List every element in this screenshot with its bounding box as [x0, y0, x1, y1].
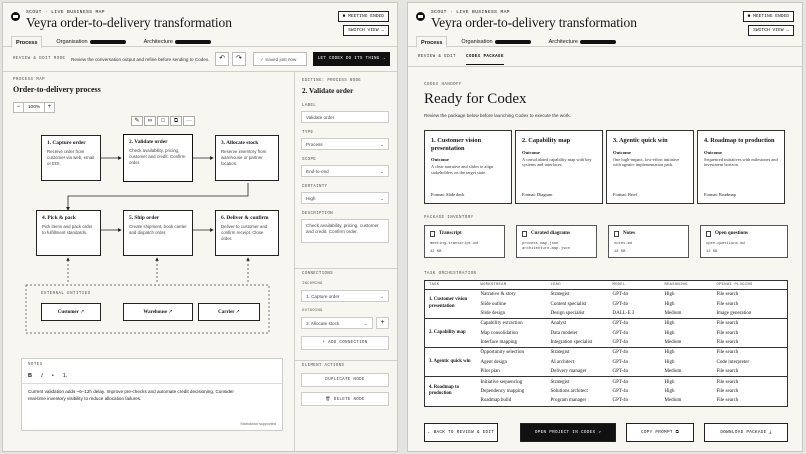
- node-description: Receive order from customer via web, email or EDI.: [47, 149, 95, 166]
- table-cell: Image generation: [716, 310, 752, 316]
- page-title: Veyra order-to-delivery transformation: [26, 15, 232, 30]
- card-format: Format: Diagram: [522, 192, 553, 197]
- table-cell: Opportunity selection: [477, 348, 547, 358]
- table-cell: File search: [716, 292, 739, 298]
- chevron-down-icon: ⌄: [380, 196, 384, 201]
- duplicate-node-button[interactable]: [301, 373, 389, 387]
- column-header: WORKSTREAM: [477, 281, 547, 290]
- inventory-size: 12 KB: [706, 250, 718, 255]
- scope-value: End-to-end: [306, 169, 329, 174]
- mode-bar: [3, 47, 397, 72]
- table-cell: GPT-4o: [612, 301, 629, 307]
- tab-architecture-label: Architecture: [548, 39, 578, 45]
- meeting-ended-badge: ■ MEETING ENDED: [743, 11, 794, 22]
- process-node-1[interactable]: [41, 135, 101, 181]
- table-cell: Content specialist: [550, 301, 587, 307]
- app-header: [3, 3, 397, 47]
- back-to-review-button[interactable]: ← BACK TO REVIEW & EDIT: [424, 423, 498, 442]
- bullet-list-icon[interactable]: •: [51, 373, 54, 379]
- node-description: Reserve inventory from warehouse or partner location.: [221, 149, 267, 166]
- certainty-select[interactable]: [301, 192, 389, 204]
- editing-label: EDITING: PROCESS NODE: [302, 79, 362, 83]
- zoom-out-button[interactable]: −: [13, 102, 24, 113]
- back-label: BACK TO REVIEW & EDIT: [433, 430, 495, 435]
- file-icon: [706, 231, 711, 237]
- external-link-icon: ↗: [80, 310, 85, 315]
- task-orchestration-table: [424, 280, 788, 407]
- node-toolbar: [131, 116, 195, 126]
- tab-process-label: Process: [421, 40, 443, 46]
- map-label: PROCESS MAP: [13, 78, 46, 82]
- redacted-mark: [175, 40, 211, 44]
- process-node-6[interactable]: [215, 210, 279, 256]
- markdown-hint: Markdown supported: [240, 422, 276, 426]
- table-row: [425, 329, 788, 338]
- add-connection-label: ADD CONNECTION: [328, 341, 368, 345]
- card-format: Format: Roadmap: [704, 192, 736, 197]
- trash-icon: 🗑: [325, 398, 331, 402]
- outgoing-label: OUTGOING: [302, 309, 323, 313]
- tab-codex-package[interactable]: CODEX PACKAGE: [466, 55, 504, 65]
- delete-label: DELETE NODE: [333, 398, 365, 402]
- divider: [295, 360, 398, 361]
- link-icon[interactable]: ∞: [144, 116, 156, 126]
- entity-warehouse[interactable]: [123, 303, 193, 321]
- table-cell: Roadmap build: [480, 398, 512, 404]
- meeting-ended-label: MEETING ENDED: [753, 14, 789, 19]
- connector-3-4: [68, 183, 248, 210]
- node-title: 4. Pick & pack: [42, 215, 76, 221]
- edit-icon[interactable]: ✎: [131, 116, 143, 126]
- table-cell: Medium: [664, 340, 682, 346]
- process-node-4[interactable]: [36, 210, 101, 256]
- table-cell: High: [661, 348, 713, 358]
- mode-label: REVIEW & EDIT MODE: [13, 57, 66, 61]
- file-icon: [430, 231, 435, 237]
- table-cell: Narrative & story: [480, 292, 516, 298]
- node-title: 6. Deliver & confirm: [221, 215, 269, 221]
- review-edit-screen: [2, 2, 398, 452]
- editing-title: 2. Validate order: [302, 87, 354, 95]
- zoom-level: 100%: [24, 102, 44, 113]
- handoff-label: CODEX HANDOFF: [424, 83, 462, 87]
- table-cell: High: [664, 330, 675, 336]
- table-cell: File search: [716, 330, 739, 336]
- table-row: [425, 309, 788, 319]
- sub-tabs: [408, 47, 802, 67]
- table-cell: GPT-4o: [612, 292, 629, 298]
- page-title: Veyra order-to-delivery transformation: [431, 15, 637, 30]
- switch-view-label: SWITCH VIEW: [753, 28, 784, 33]
- table-cell: Program manager: [550, 398, 587, 404]
- card-title: 3. Agentic quick win: [613, 137, 668, 144]
- incoming-label: INCOMING: [302, 282, 323, 286]
- task-name: 2. Capability map: [425, 319, 477, 348]
- table-cell: High: [661, 319, 713, 329]
- connections-label: CONNECTIONS: [302, 272, 333, 276]
- node-description: Deliver to customer and confirm receipt. Close order.: [221, 224, 268, 241]
- subheading: Review the package below before launching Codex to execute the work.: [424, 113, 571, 118]
- node-description: Check availability, pricing, customer and credit. Confirm order.: [129, 148, 186, 165]
- process-node-2-selected[interactable]: [123, 134, 193, 182]
- inventory-name: Open questions: [715, 231, 748, 236]
- copy-icon: ⧉: [675, 430, 679, 435]
- table-cell: Interface mapping: [480, 340, 518, 346]
- table-cell: High: [661, 377, 713, 387]
- description-field-label: DESCRIPTION: [302, 212, 333, 216]
- tab-organisation-label: Organisation: [461, 39, 493, 45]
- label-field-label: LABEL: [302, 104, 317, 108]
- more-icon[interactable]: ···: [183, 116, 195, 126]
- outgoing-value: 3. Allocate stock: [306, 321, 340, 326]
- undo-icon: ↶: [219, 55, 225, 62]
- table-cell: Strategist: [547, 377, 609, 387]
- table-cell: GPT-4o: [612, 388, 629, 394]
- inventory-size: 18 KB: [614, 250, 626, 255]
- table-cell: GPT-4o: [609, 348, 661, 358]
- delete-node-button[interactable]: [301, 392, 389, 406]
- table-cell: Design specialist: [550, 310, 585, 316]
- let-codex-label: LET CODEX DO ITS THING: [317, 57, 380, 61]
- table-cell: File search: [716, 301, 739, 307]
- table-cell: Slide outline: [480, 301, 506, 307]
- save-status: ✓ Saved just now: [253, 52, 307, 66]
- table-cell: Integration specialist: [550, 340, 593, 346]
- copy-icon[interactable]: ⧉: [170, 116, 182, 126]
- inventory-file: notes.md: [614, 242, 633, 246]
- table-cell: Dependency mapping: [480, 388, 525, 394]
- column-header: OPENAI PLUGINS: [713, 281, 788, 290]
- copy-prompt-button[interactable]: [626, 423, 694, 442]
- column-header: TASK: [425, 281, 477, 290]
- node-description: Pick items and pack order to fulfillment standards.: [42, 224, 93, 235]
- table-cell: File search: [713, 319, 788, 329]
- deliverable-card-4[interactable]: [697, 130, 785, 204]
- heading: Ready for Codex: [424, 91, 527, 107]
- tab-process-label: Process: [16, 40, 38, 46]
- deliverable-card-1[interactable]: [424, 130, 512, 204]
- table-row: [425, 377, 788, 387]
- node-description: Create shipment, book carrier and dispatch order.: [129, 224, 187, 235]
- table-header-row: [425, 281, 788, 290]
- certainty-field-label: CERTAINTY: [302, 185, 328, 189]
- card-description: One high-impact, low-effort initiative with agentic implementation path.: [613, 156, 680, 168]
- table-cell: File search: [716, 398, 739, 404]
- table-cell: Medium: [664, 369, 682, 375]
- divider: [295, 268, 398, 269]
- table-row: [425, 387, 788, 396]
- app-header: [408, 3, 802, 47]
- inventory-file: process-map.json: [522, 242, 559, 246]
- switch-view-label: SWITCH VIEW: [348, 28, 379, 33]
- entity-customer[interactable]: [41, 303, 101, 321]
- card-format: Format: Slide deck: [431, 192, 465, 197]
- table-cell: Slide design: [480, 310, 506, 316]
- download-icon: ⤓: [769, 430, 772, 435]
- incoming-value: 1. Capture order: [306, 294, 340, 299]
- table-cell: High: [664, 359, 675, 365]
- chevron-down-icon: ⌄: [380, 169, 384, 174]
- italic-icon[interactable]: I: [40, 373, 43, 379]
- card-description: Sequenced initiatives with milestones and investment horizon.: [704, 156, 778, 168]
- outcome-label: Outcome: [522, 149, 540, 155]
- table-cell: AI architect: [550, 359, 575, 365]
- table-cell: Analyst: [547, 319, 609, 329]
- switch-view-button[interactable]: SWITCH VIEW →: [343, 25, 389, 36]
- description-value: Check availability, pricing, customer and credit. Confirm order.: [306, 223, 379, 235]
- inventory-name: Transcript: [439, 231, 462, 236]
- table-cell: GPT-4o: [612, 330, 629, 336]
- inventory-item-diagrams[interactable]: [516, 225, 597, 258]
- let-codex-button[interactable]: LET CODEX DO ITS THING →: [313, 52, 390, 66]
- table-row: [425, 338, 788, 348]
- open-codex-label: OPEN PROJECT IN CODEX: [534, 430, 596, 435]
- tab-organisation-label: Organisation: [56, 39, 88, 45]
- table-cell: GPT-4o: [612, 340, 629, 346]
- task-name: 3. Agentic quick win: [425, 348, 477, 377]
- table-cell: File search: [713, 377, 788, 387]
- save-status-text: Saved just now: [265, 57, 297, 62]
- entity-label: Warehouse: [143, 310, 168, 315]
- breadcrumb: SCOUT · LIVE BUSINESS MAP: [26, 10, 105, 15]
- table-cell: Strategist: [550, 292, 570, 298]
- scope-select[interactable]: [301, 165, 389, 177]
- table-cell: Strategist: [547, 348, 609, 358]
- task-name: 4. Roadmap to production: [425, 377, 477, 406]
- download-package-button[interactable]: [704, 423, 788, 442]
- open-in-codex-button[interactable]: OPEN PROJECT IN CODEX ↗: [520, 423, 616, 442]
- scout-logo-icon: [416, 12, 425, 21]
- table-cell: GPT-4o: [612, 398, 629, 404]
- table-cell: High: [664, 301, 675, 307]
- copy-prompt-label: COPY PROMPT: [641, 430, 673, 435]
- table-cell: File search: [716, 388, 739, 394]
- description-textarea[interactable]: [301, 219, 389, 243]
- deliverable-card-2[interactable]: [515, 130, 603, 204]
- card-title: 4. Roadmap to production: [704, 137, 775, 144]
- arrow-right-icon: →: [363, 321, 368, 326]
- inventory-name: Notes: [623, 231, 635, 236]
- inventory-file: meeting-transcript.md: [430, 242, 478, 246]
- notes-text[interactable]: Current validation adds ~6–12h delay. Improve pre-checks and automate credit decisioning. Consider real-time inventory visibility to reduce allocation failures.: [28, 389, 234, 401]
- add-connection-button[interactable]: + ADD CONNECTION: [301, 336, 389, 350]
- table-cell: Data modeler: [550, 330, 578, 336]
- map-title: Order-to-delivery process: [13, 85, 101, 94]
- add-outgoing-button[interactable]: +: [376, 317, 389, 329]
- meeting-ended-label: MEETING ENDED: [348, 14, 384, 19]
- redacted-mark: [90, 40, 126, 44]
- table-cell: Capability extraction: [477, 319, 547, 329]
- table-cell: Initiative sequencing: [477, 377, 547, 387]
- file-icon: [522, 231, 527, 237]
- table-cell: GPT-4o: [609, 319, 661, 329]
- element-actions-label: ELEMENT ACTIONS: [302, 364, 345, 368]
- table-row: [425, 299, 788, 308]
- table-cell: Map consolidation: [480, 330, 518, 336]
- task-table-body: [425, 290, 788, 407]
- notes-label: NOTES: [28, 363, 43, 367]
- download-label: DOWNLOAD PACKAGE: [720, 430, 767, 435]
- label-value: Validate order: [306, 115, 335, 120]
- card-format: Format: Brief: [613, 192, 638, 197]
- divider: [22, 383, 282, 384]
- card-title: 1. Customer vision presentation: [431, 137, 482, 152]
- redo-button[interactable]: [232, 52, 246, 66]
- external-entities-label: EXTERNAL ENTITIES: [41, 292, 91, 296]
- duplicate-label: DUPLICATE NODE: [325, 378, 365, 382]
- meeting-ended-badge: ■ MEETING ENDED: [338, 11, 389, 22]
- mode-description: Review the conversation output and refine before sending to Codex.: [71, 57, 210, 62]
- table-cell: Code interpreter: [716, 359, 750, 365]
- table-row: [425, 396, 788, 406]
- table-cell: GPT-4o: [609, 377, 661, 387]
- breadcrumb: SCOUT · LIVE BUSINESS MAP: [431, 10, 510, 15]
- redo-icon: ↷: [236, 55, 242, 62]
- entity-label: Carrier: [218, 310, 235, 315]
- redacted-mark: [495, 40, 531, 44]
- tab-architecture-label: Architecture: [143, 39, 173, 45]
- outcome-label: Outcome: [704, 149, 722, 155]
- inventory-name: Curated diagrams: [531, 231, 571, 236]
- codex-package-screen: [407, 2, 803, 452]
- entity-label: Customer: [57, 310, 79, 315]
- table-cell: High: [664, 292, 675, 298]
- orchestration-label: TASK ORCHESTRATION: [424, 272, 477, 276]
- switch-view-button[interactable]: SWITCH VIEW →: [748, 25, 794, 36]
- node-title: 2. Validate order: [129, 139, 168, 145]
- task-name: 1. Customer vision presentation: [429, 297, 468, 310]
- bold-icon[interactable]: B: [28, 373, 32, 379]
- type-value: Process: [306, 142, 323, 147]
- scope-field-label: SCOPE: [302, 158, 317, 162]
- external-link-icon: ↗: [168, 310, 173, 315]
- card-title: 2. Capability map: [522, 137, 571, 144]
- scout-logo-icon: [11, 12, 20, 21]
- process-canvas[interactable]: [3, 72, 295, 452]
- external-link-icon: ↗: [235, 310, 240, 315]
- process-node-5[interactable]: [123, 210, 193, 256]
- outgoing-connection[interactable]: [301, 317, 373, 329]
- arrow-right-icon: →: [379, 294, 384, 299]
- notes-panel[interactable]: [21, 358, 283, 431]
- table-cell: Pilot plan: [480, 369, 500, 375]
- table-cell: High: [664, 388, 675, 394]
- table-row: [425, 290, 788, 300]
- node-title: 3. Allocate stock: [221, 140, 259, 146]
- process-node-3[interactable]: [215, 135, 279, 181]
- column-header: REASONING: [661, 281, 713, 290]
- redacted-mark: [580, 40, 616, 44]
- inventory-item-questions[interactable]: [700, 225, 788, 258]
- card-description: A consolidated capability map with key systems and interfaces.: [522, 156, 592, 168]
- table-cell: DALL·E 3: [612, 310, 635, 316]
- inventory-file: architecture-map.json: [522, 247, 570, 252]
- zoom-in-button[interactable]: +: [44, 102, 55, 113]
- tab-review-edit[interactable]: REVIEW & EDIT: [418, 55, 456, 59]
- node-title: 5. Ship order: [129, 215, 160, 221]
- table-row: [425, 367, 788, 377]
- label-input[interactable]: [301, 111, 389, 123]
- deliverable-card-3[interactable]: [606, 130, 694, 204]
- undo-button[interactable]: [215, 52, 229, 66]
- table-cell: Agent design: [480, 359, 508, 365]
- comment-icon[interactable]: □: [157, 116, 169, 126]
- column-header: LEAD: [547, 281, 609, 290]
- table-cell: Medium: [664, 398, 682, 404]
- table-row: [425, 348, 788, 358]
- inventory-label: PACKAGE INVENTORY: [424, 216, 474, 220]
- table-row: [425, 319, 788, 329]
- table-cell: GPT-4o: [612, 369, 629, 375]
- table-cell: File search: [716, 340, 739, 346]
- table-cell: Solutions architect: [550, 388, 588, 394]
- table-cell: Medium: [664, 310, 682, 316]
- inventory-size: 42 KB: [430, 250, 442, 255]
- column-header: MODEL: [609, 281, 661, 290]
- incoming-connection[interactable]: [301, 290, 389, 302]
- outcome-label: Outcome: [431, 157, 449, 163]
- chevron-down-icon: ⌄: [380, 142, 384, 147]
- table-cell: Delivery manager: [550, 369, 587, 375]
- table-cell: File search: [713, 348, 788, 358]
- inventory-item-notes[interactable]: [608, 225, 689, 258]
- outcome-label: Outcome: [613, 149, 631, 155]
- node-title: 1. Capture order: [47, 140, 86, 146]
- type-field-label: TYPE: [302, 131, 314, 135]
- table-cell: GPT-4o: [612, 359, 629, 365]
- card-description: A clear narrative and slides to align stakeholders on the target state.: [431, 164, 494, 176]
- inventory-file: open-questions.md: [706, 242, 745, 246]
- table-cell: File search: [716, 369, 739, 375]
- notes-toolbar: [28, 373, 67, 379]
- type-select[interactable]: [301, 138, 389, 150]
- numbered-list-icon[interactable]: 1.: [62, 373, 68, 379]
- certainty-value: High: [306, 196, 316, 201]
- inventory-item-transcript[interactable]: [424, 225, 505, 258]
- file-icon: [614, 231, 619, 237]
- table-row: [425, 358, 788, 367]
- entity-carrier[interactable]: [198, 303, 260, 321]
